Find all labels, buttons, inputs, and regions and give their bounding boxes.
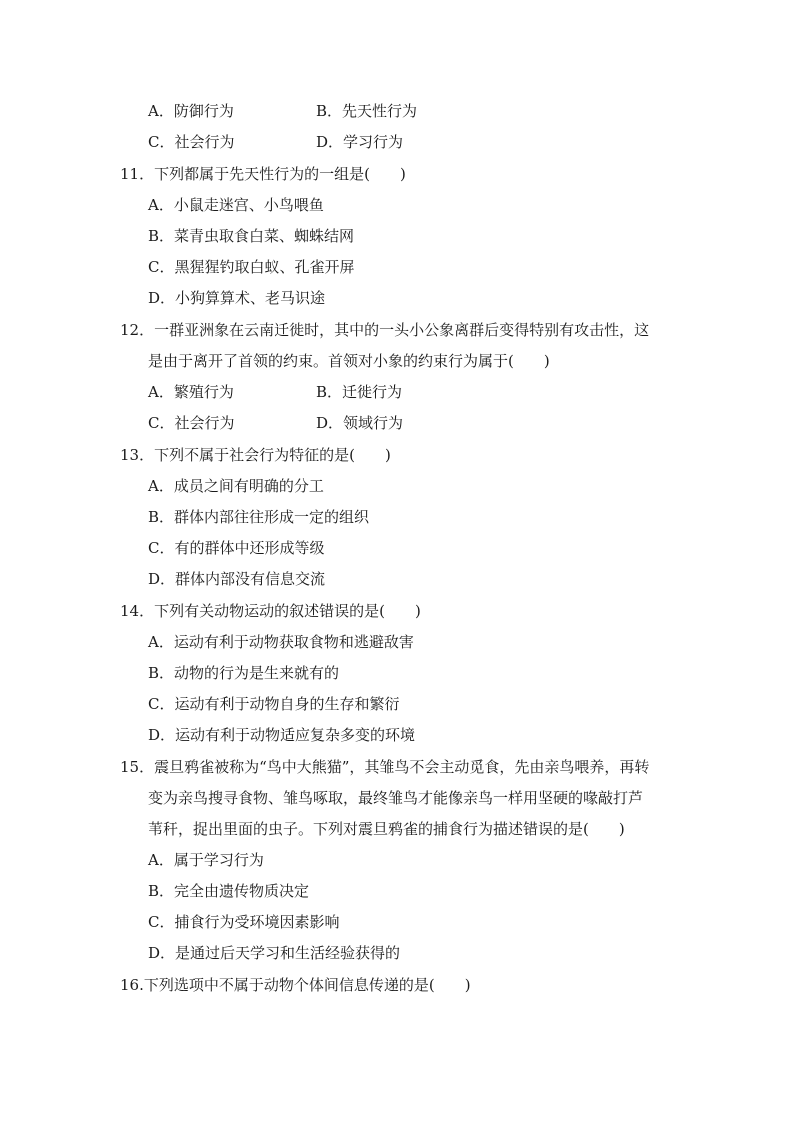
q15-option-a: A．属于学习行为	[148, 851, 264, 869]
q15-stem-line3: 苇秆，捉出里面的虫子。下列对震旦鸦雀的捕食行为描述错误的是( )	[148, 820, 625, 838]
q12-stem-line2: 是由于离开了首领的约束。首领对小象的约束行为属于( )	[148, 352, 550, 370]
q11-option-a: A．小鼠走迷宫、小鸟喂鱼	[148, 196, 324, 214]
q12-option-d: D．领域行为	[316, 414, 404, 432]
q14-option-c: C．运动有利于动物自身的生存和繁衍	[148, 695, 400, 713]
q11-stem: 11．下列都属于先天性行为的一组是( )	[120, 165, 406, 183]
q12-option-a: A．繁殖行为	[148, 383, 234, 401]
q12-stem-line1: 12．一群亚洲象在云南迁徙时，其中的一头小公象离群后变得特别有攻击性，这	[120, 321, 650, 339]
q11-option-c: C．黑猩猩钓取白蚁、孔雀开屏	[148, 258, 355, 276]
q15-stem-line2: 变为亲鸟搜寻食物、雏鸟啄取，最终雏鸟才能像亲鸟一样用坚硬的喙敲打芦	[148, 789, 644, 807]
q15-option-c: C．捕食行为受环境因素影响	[148, 913, 340, 931]
q10-option-a: A．防御行为	[148, 102, 234, 120]
q11-option-d: D．小狗算算术、老马识途	[148, 289, 326, 307]
q16-stem: 16.下列选项中不属于动物个体间信息传递的是( )	[120, 976, 471, 994]
q15-option-b: B．完全由遗传物质决定	[148, 882, 310, 900]
q14-option-a: A．运动有利于动物获取食物和逃避敌害	[148, 633, 414, 651]
q10-option-d: D．学习行为	[316, 133, 404, 151]
q13-option-b: B．群体内部往往形成一定的组织	[148, 508, 370, 526]
q12-option-b: B．迁徙行为	[316, 383, 403, 401]
q13-option-d: D．群体内部没有信息交流	[148, 570, 326, 588]
q13-stem: 13．下列不属于社会行为特征的是( )	[120, 446, 391, 464]
q13-option-c: C．有的群体中还形成等级	[148, 539, 325, 557]
q15-stem-line1: 15．震旦鸦雀被称为“鸟中大熊猫”，其雏鸟不会主动觅食，先由亲鸟喂养，再转	[120, 758, 650, 776]
q14-option-d: D．运动有利于动物适应复杂多变的环境	[148, 726, 416, 744]
q10-option-c: C．社会行为	[148, 133, 235, 151]
q11-option-b: B．菜青虫取食白菜、蜘蛛结网	[148, 227, 355, 245]
q12-option-c: C．社会行为	[148, 414, 235, 432]
q14-option-b: B．动物的行为是生来就有的	[148, 664, 340, 682]
q13-option-a: A．成员之间有明确的分工	[148, 477, 324, 495]
q15-option-d: D．是通过后天学习和生活经验获得的	[148, 944, 401, 962]
q14-stem: 14．下列有关动物运动的叙述错误的是( )	[120, 602, 421, 620]
q10-option-b: B．先天性行为	[316, 102, 418, 120]
